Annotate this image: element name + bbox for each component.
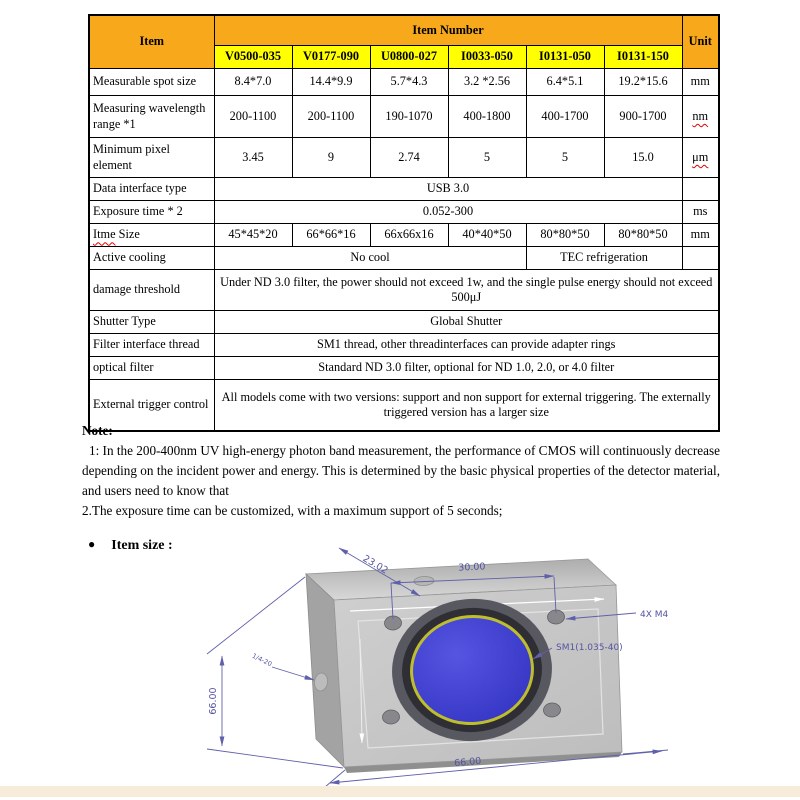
table-cell: 0.052-300 [214,201,682,224]
row-label: Exposure time * 2 [89,201,214,224]
unit-text: μm [692,149,709,164]
dim-text-66-left: 66.00 [208,687,219,715]
note-1: 1: In the 200-400nm UV high-energy photon band measurement, the performance of CMOS will continuously decrease depending on the incident power and energy. This is determined by the basic physical properties of the detector material, and users need to know that [82,443,720,499]
dim-text-23: 23.02 [360,553,390,577]
notes-section [82,421,720,521]
row-label: Active cooling [89,247,214,270]
table-cell: USB 3.0 [214,178,682,201]
table-cell: 200-1100 [214,96,292,138]
table-cell: 80*80*50 [604,224,682,247]
table-cell: 190-1070 [370,96,448,138]
label-4xm4: 4X M4 [640,610,669,620]
leader-side-hole [272,667,314,680]
extension-line [325,770,345,787]
page-bottom-strip [0,786,800,797]
row-label: Filter interface thread [89,334,214,357]
label-side-hole: 1/4-20 [250,651,274,669]
table-cell: TEC refrigeration [526,247,682,270]
unit-cell [682,247,719,270]
table-cell: Global Shutter [214,311,719,334]
table-cell: 19.2*15.6 [604,69,682,96]
unit-cell: mm [682,224,719,247]
table-cell: 5.7*4.3 [370,69,448,96]
item-size-heading-text: Item size : [111,538,173,553]
table-cell: 3.2 *2.56 [448,69,526,96]
table-cell: 200-1100 [292,96,370,138]
row-label [89,224,214,247]
table-cell: 400-1800 [448,96,526,138]
table-cell: 3.45 [214,138,292,178]
row-label: optical filter [89,357,214,380]
table-cell: 5 [526,138,604,178]
extension-line [207,749,343,768]
table-cell: 2.74 [370,138,448,178]
table-cell: 40*40*50 [448,224,526,247]
table-cell: 9 [292,138,370,178]
model-column-header: V0177-090 [292,46,370,69]
row-label: Measurable spot size [89,69,214,96]
table-cell: No cool [214,247,526,270]
model-column-header: V0500-035 [214,46,292,69]
table-cell: 45*45*20 [214,224,292,247]
model-column-header: I0131-050 [526,46,604,69]
table-cell: Under ND 3.0 filter, the power should not exceed 1w, and the single pulse energy should not exceed 500μJ [214,270,719,311]
row-label: damage threshold [89,270,214,311]
bullet-icon: ● [88,537,96,551]
row-label: Minimum pixel element [89,138,214,178]
notes-title: Note: [82,423,113,438]
device-drawing [0,537,800,800]
note-2: 2.The exposure time can be customized, with a maximum support of 5 seconds; [82,503,503,519]
table-cell: 15.0 [604,138,682,178]
header-item: Item [89,15,214,69]
table-cell: 66*66*16 [292,224,370,247]
row-label: Measuring wavelength range *1 [89,96,214,138]
model-column-header: I0131-150 [604,46,682,69]
table-cell: 900-1700 [604,96,682,138]
table-cell: 6.4*5.1 [526,69,604,96]
table-cell: 14.4*9.9 [292,69,370,96]
table-cell: 400-1700 [526,96,604,138]
header-item-number: Item Number [214,15,682,46]
row-label: External trigger control [89,380,214,432]
unit-cell [682,138,719,178]
table-cell: All models come with two versions: support and non support for external triggering. The externally triggered version has a larger size [214,380,719,432]
unit-cell [682,96,719,138]
unit-cell: ms [682,201,719,224]
label-sm1-thread: SM1(1.035-40) [556,643,623,653]
extension-line [623,750,668,754]
header-unit: Unit [682,15,719,69]
row-label: Shutter Type [89,311,214,334]
table-cell: 5 [448,138,526,178]
unit-cell [682,178,719,201]
model-column-header: I0033-050 [448,46,526,69]
dim-text-30: 30.00 [458,561,486,574]
table-cell: 8.4*7.0 [214,69,292,96]
misspelled-word: Itme [93,227,116,242]
table-cell: 66x66x16 [370,224,448,247]
table-cell: Standard ND 3.0 filter, optional for ND 1.0, 2.0, or 4.0 filter [214,357,719,380]
extension-line [207,577,305,654]
model-column-header: U0800-027 [370,46,448,69]
table-cell: SM1 thread, other threadinterfaces can provide adapter rings [214,334,719,357]
spec-table [88,14,720,432]
unit-text: nm [692,108,709,123]
row-label-text: Size [118,227,140,242]
table-cell: 80*80*50 [526,224,604,247]
dim-text-66-bottom: 66.00 [453,755,482,770]
row-label: Data interface type [89,178,214,201]
device-body [306,559,622,773]
unit-cell: mm [682,69,719,96]
